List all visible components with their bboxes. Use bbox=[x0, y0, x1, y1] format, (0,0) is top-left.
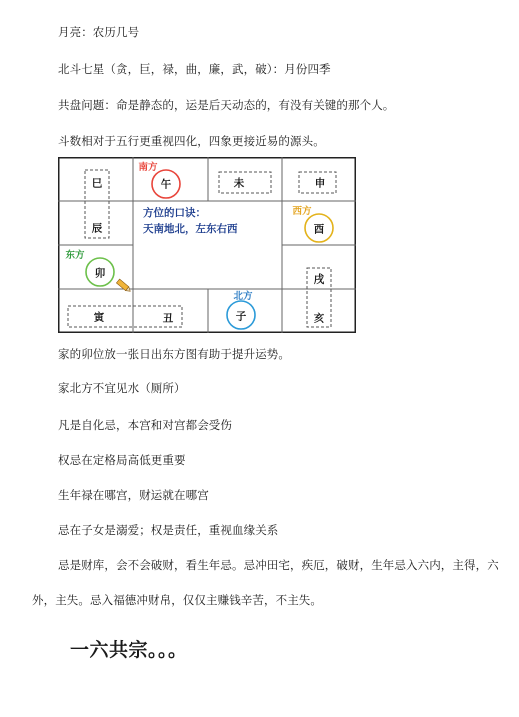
line-ji-children: 忌在子女是溺爱；权是责任，重视血缘关系 bbox=[58, 523, 279, 537]
palace-direction-diagram bbox=[58, 157, 356, 333]
line-moon: 月亮：农历几号 bbox=[58, 25, 140, 39]
cell-si: 巳 bbox=[91, 177, 103, 190]
cell-you: 酉 bbox=[313, 223, 325, 236]
line-quan-ji: 权忌在定格局高低更重要 bbox=[58, 453, 186, 467]
cell-hai: 亥 bbox=[313, 312, 325, 325]
cell-xu: 戌 bbox=[313, 273, 325, 286]
line-north-water: 家北方不宜见水（厕所） bbox=[58, 381, 186, 395]
cell-zi: 子 bbox=[235, 310, 247, 323]
line-east-picture: 家的卯位放一张日出东方图有助于提升运势。 bbox=[58, 347, 290, 361]
cell-chen: 辰 bbox=[91, 222, 103, 235]
direction-south: 南方 bbox=[138, 162, 158, 173]
cell-shen: 申 bbox=[314, 177, 326, 190]
cell-wei: 未 bbox=[233, 177, 245, 190]
line-lu-wealth: 生年禄在哪宫，财运就在哪宫 bbox=[58, 488, 209, 502]
mnemonic-title: 方位的口诀： bbox=[143, 207, 206, 219]
line-ziwei-vs-wuxing: 斗数相对于五行更重视四化，四象更接近易的源头。 bbox=[58, 134, 325, 148]
direction-west: 西方 bbox=[292, 206, 312, 217]
cell-wu: 午 bbox=[160, 178, 172, 191]
line-shared-chart: 共盘问题：命是静态的，运是后天动态的，有没有关键的那个人。 bbox=[58, 98, 395, 112]
mnemonic-text: 天南地北，左东右西 bbox=[143, 223, 238, 235]
section-heading: 一六共宗。。。 bbox=[70, 639, 188, 661]
direction-east: 东方 bbox=[65, 250, 85, 261]
cell-mao: 卯 bbox=[94, 267, 106, 280]
paragraph-ji-treasury: 忌是财库，会不会破财，看生年忌。忌冲田宅，疾厄，破财，生年忌入六内，主得，六外，主失。忌入福德冲财帛，仅仅主赚钱辛苦，不主失。 bbox=[32, 558, 499, 607]
line-self-ji: 凡是自化忌，本宫和对宫都会受伤 bbox=[58, 418, 232, 432]
direction-north: 北方 bbox=[233, 291, 253, 302]
cell-chou: 丑 bbox=[162, 312, 174, 325]
cell-yin: 寅 bbox=[93, 311, 105, 324]
line-big-dipper: 北斗七星（贪，巨，禄，曲，廉，武，破）：月份四季 bbox=[58, 62, 331, 76]
